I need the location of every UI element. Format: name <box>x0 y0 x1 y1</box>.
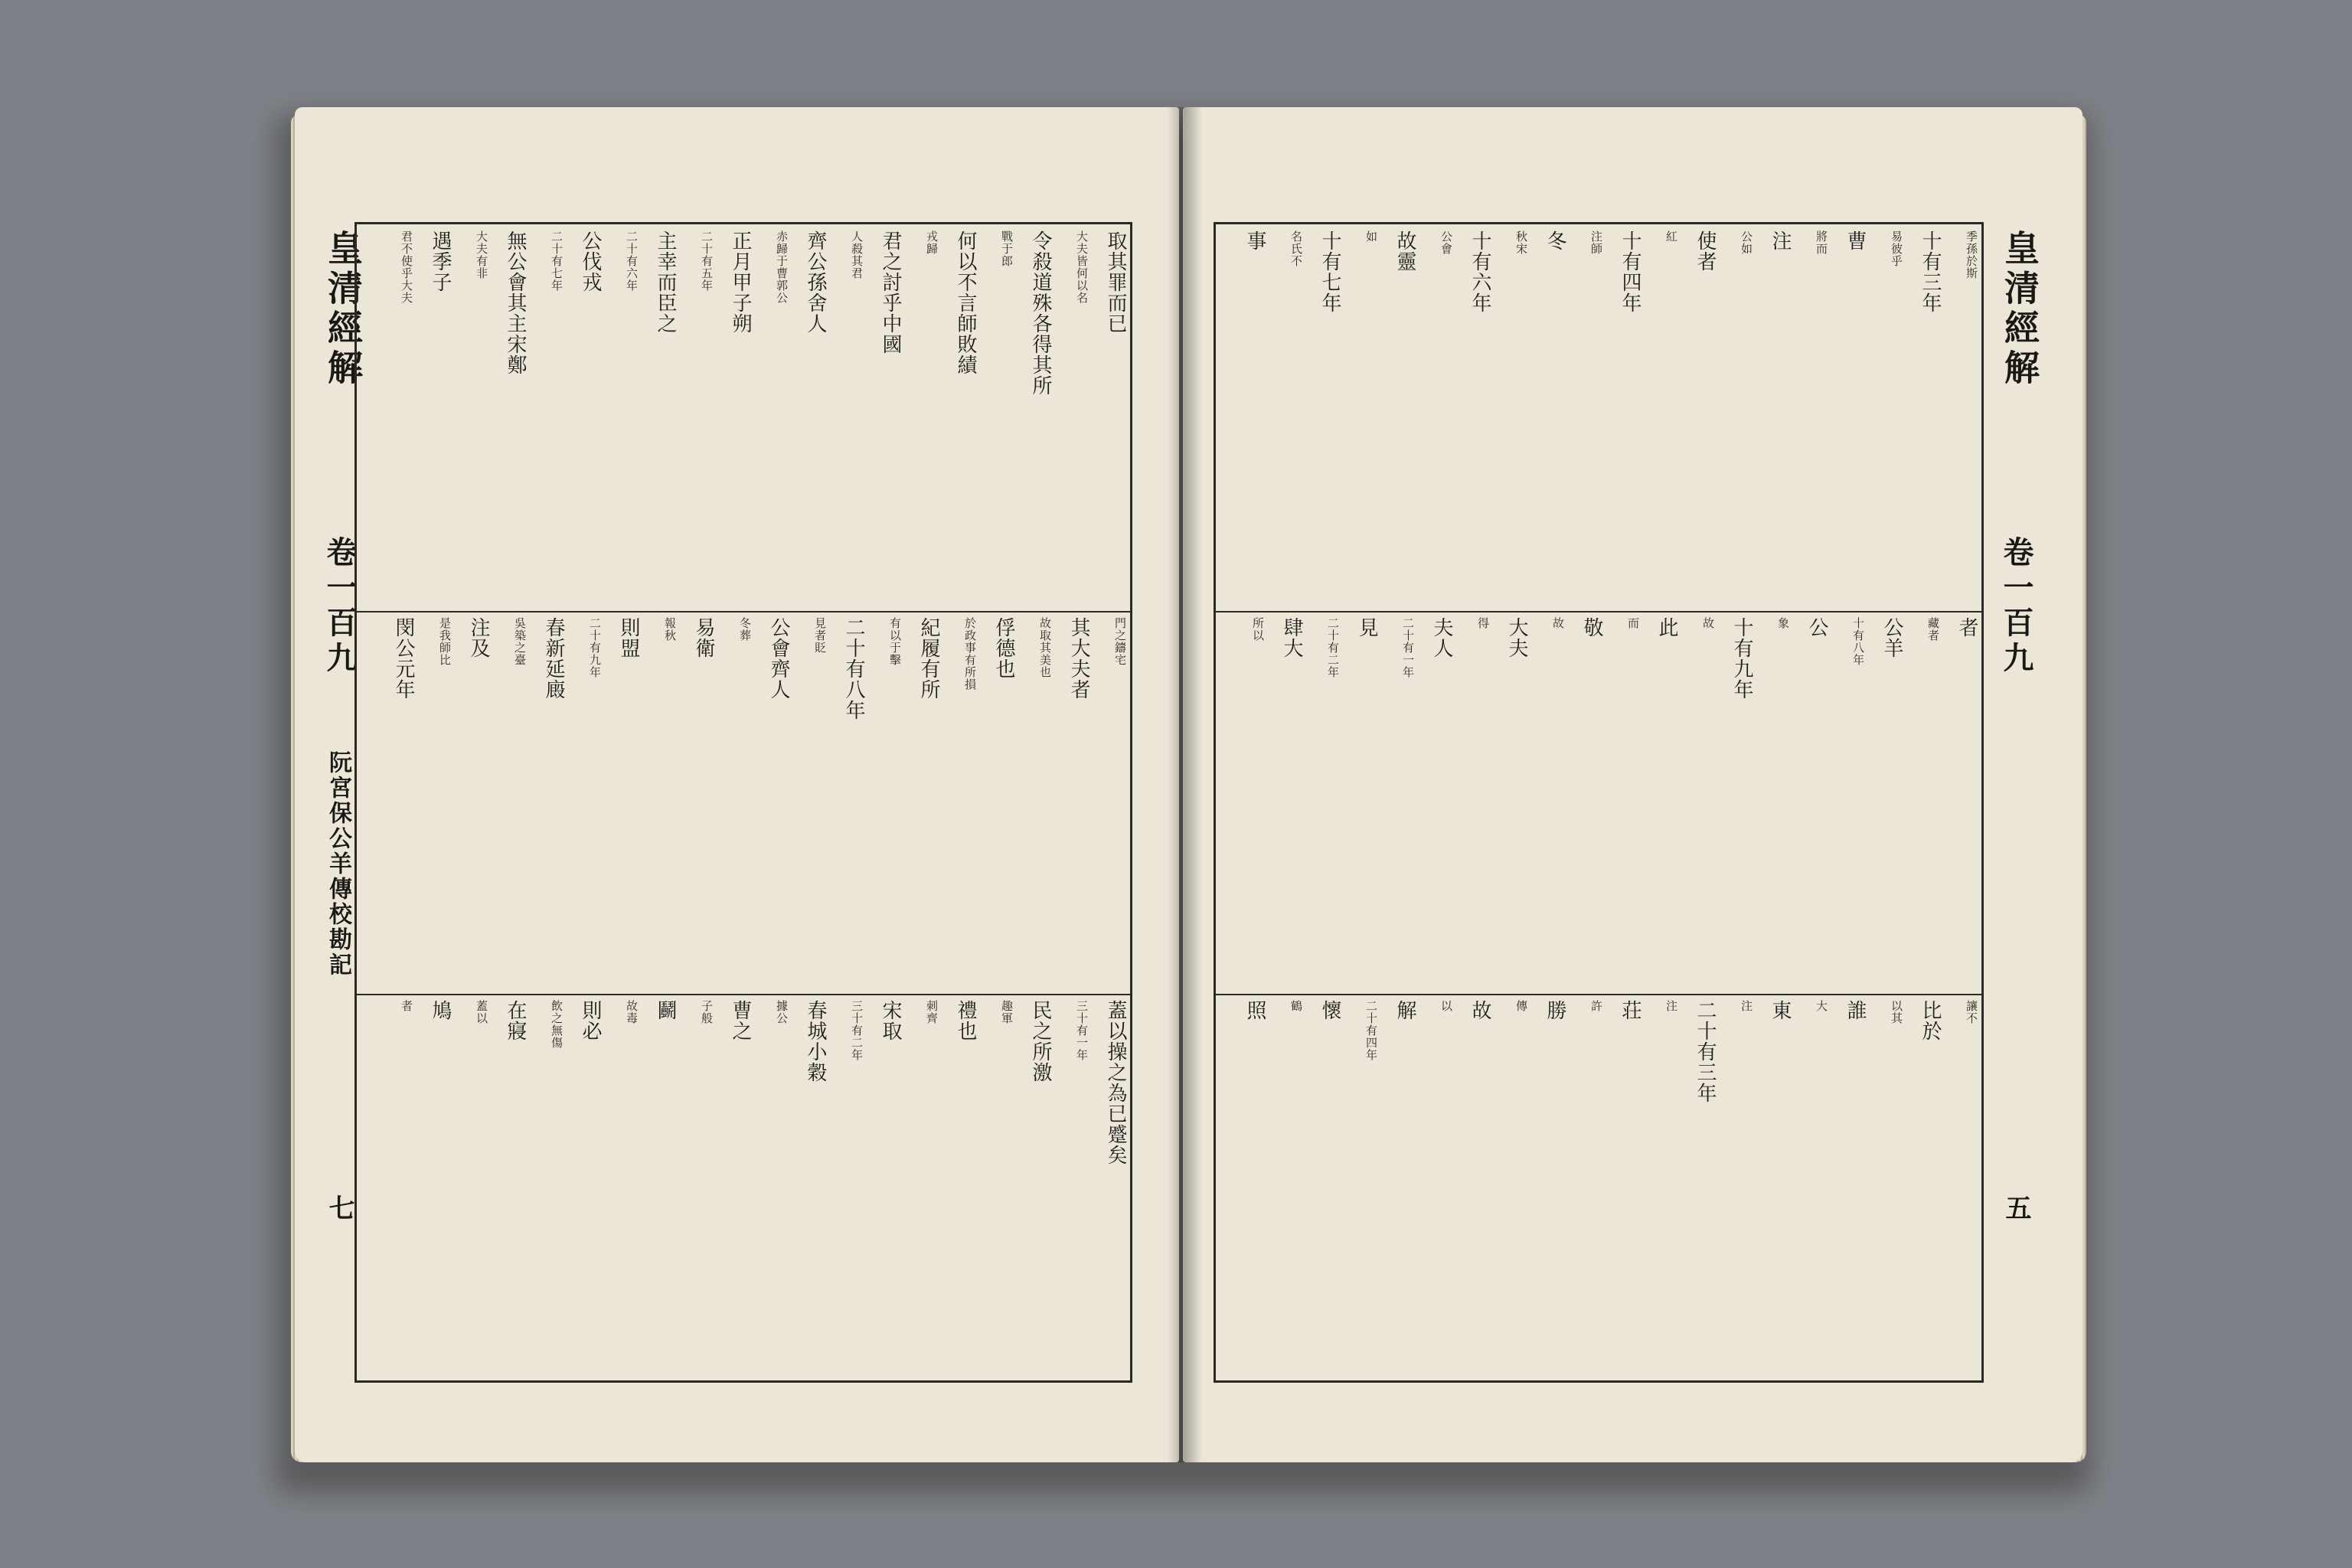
text-column: 故毒 <box>625 1000 639 1024</box>
text-column: 吳築之臺 <box>513 617 527 666</box>
text-column: 紀履有所 <box>917 617 940 700</box>
text-column: 故 <box>1551 617 1565 629</box>
text-column: 遇季子 <box>429 230 452 292</box>
text-column: 故 <box>1701 617 1715 629</box>
text-column: 二十有八年 <box>842 617 865 720</box>
text-column: 東 <box>1769 1000 1792 1021</box>
text-column: 者 <box>400 1000 413 1012</box>
text-column: 懷 <box>1318 1000 1341 1021</box>
text-column: 何以不言師敗績 <box>954 230 977 375</box>
text-column: 公會 <box>1439 230 1453 255</box>
text-column: 敬 <box>1580 617 1603 638</box>
right-text-frame <box>1214 222 1984 1383</box>
text-column: 三十有二年 <box>850 1000 864 1061</box>
text-column: 將而 <box>1815 230 1828 255</box>
text-column: 則盟 <box>617 617 640 658</box>
text-column: 故取其美也 <box>1038 617 1052 678</box>
text-column: 有以于擊 <box>888 617 902 666</box>
text-column: 藏者 <box>1926 617 1940 642</box>
text-column: 使者 <box>1694 230 1717 272</box>
text-column: 正月甲子朔 <box>729 230 752 334</box>
text-column: 其大夫者 <box>1067 617 1090 700</box>
text-column: 見 <box>1355 617 1378 638</box>
right-middle-band <box>1216 611 1981 995</box>
text-column: 讓不 <box>1965 1000 1978 1024</box>
text-column: 民之所激 <box>1029 1000 1052 1083</box>
text-column: 在寢 <box>504 1000 527 1041</box>
left-header-title: 皇清經解 <box>322 230 364 389</box>
text-column: 者 <box>1955 617 1978 638</box>
text-column: 故靈 <box>1393 230 1416 272</box>
text-column: 公如 <box>1740 230 1753 255</box>
text-column: 解 <box>1393 1000 1416 1021</box>
text-column: 公 <box>1805 617 1828 638</box>
text-column: 冬 <box>1544 230 1566 251</box>
text-column: 以其 <box>1890 1000 1903 1024</box>
text-column: 令殺道殊各得其所 <box>1029 230 1052 396</box>
text-column: 得 <box>1476 617 1490 629</box>
right-volume-label: 卷一百九 <box>1998 536 2034 677</box>
text-column: 刺齊 <box>925 1000 939 1024</box>
text-column: 春新延廄 <box>542 617 565 700</box>
text-column: 勝 <box>1544 1000 1566 1021</box>
text-column: 事 <box>1243 230 1266 251</box>
text-column: 易彼乎 <box>1890 230 1903 267</box>
text-column: 冬葬 <box>738 617 752 642</box>
text-column: 注 <box>1740 1000 1753 1012</box>
text-column: 大夫有非 <box>475 230 488 279</box>
text-column: 君之討乎中國 <box>879 230 902 354</box>
text-column: 則必 <box>579 1000 602 1041</box>
text-column: 二十有七年 <box>550 230 564 292</box>
text-column: 十有九年 <box>1730 617 1753 700</box>
text-column: 夫人 <box>1430 617 1453 658</box>
text-column: 於政事有所損 <box>963 617 977 691</box>
text-column: 十有四年 <box>1619 230 1642 313</box>
text-column: 無公會其主宋鄭 <box>504 230 527 375</box>
text-column: 二十有五年 <box>700 230 714 292</box>
text-column: 春城小穀 <box>804 1000 827 1083</box>
text-column: 二十有二年 <box>1326 617 1340 678</box>
text-column: 季孫於斯 <box>1965 230 1978 279</box>
text-column: 照 <box>1243 1000 1266 1021</box>
text-column: 齊公孫舍人 <box>804 230 827 334</box>
book-gutter <box>1168 107 1202 1462</box>
text-column: 注師 <box>1589 230 1603 255</box>
text-column: 大 <box>1815 1000 1828 1012</box>
text-column: 象 <box>1776 617 1790 629</box>
text-column: 易衛 <box>692 617 715 658</box>
left-volume-label: 卷一百九 <box>322 536 358 677</box>
right-bottom-band <box>1216 994 1981 1380</box>
text-column: 曹 <box>1844 230 1867 251</box>
text-column: 肆大 <box>1280 617 1303 658</box>
text-column: 十有三年 <box>1919 230 1942 313</box>
text-column: 鬬 <box>654 1000 677 1021</box>
text-column: 許 <box>1589 1000 1603 1012</box>
text-column: 紅 <box>1664 230 1678 243</box>
text-column: 十有八年 <box>1851 617 1865 666</box>
text-column: 十有七年 <box>1318 230 1341 313</box>
left-page-number: 七 <box>324 1194 354 1225</box>
right-page-number: 五 <box>2001 1194 2031 1225</box>
text-column: 俘德也 <box>992 617 1015 679</box>
text-column: 此 <box>1655 617 1678 638</box>
text-column: 主幸而臣之 <box>654 230 677 334</box>
text-column: 故 <box>1468 1000 1491 1021</box>
text-column: 報秋 <box>663 617 677 642</box>
text-column: 是我師比 <box>438 617 452 666</box>
text-column: 見者貶 <box>813 617 827 654</box>
text-column: 荘 <box>1619 1000 1642 1021</box>
left-middle-band <box>357 611 1130 995</box>
text-column: 閔公元年 <box>392 617 415 700</box>
text-column: 注 <box>1664 1000 1678 1012</box>
text-column: 赤歸于曹郭公 <box>775 230 789 304</box>
text-column: 十有六年 <box>1468 230 1491 313</box>
text-column: 君不使乎大夫 <box>400 230 413 304</box>
text-column: 蓋以 <box>475 1000 488 1024</box>
left-top-band <box>357 224 1130 612</box>
text-column: 大夫 <box>1505 617 1528 658</box>
text-column: 曹之 <box>729 1000 752 1041</box>
text-column: 鳩 <box>429 1000 452 1021</box>
right-page <box>1183 107 2082 1462</box>
right-top-band <box>1216 224 1981 612</box>
left-text-frame <box>354 222 1132 1383</box>
text-column: 二十有四年 <box>1364 1000 1378 1061</box>
text-column: 二十有六年 <box>625 230 639 292</box>
text-column: 據公 <box>775 1000 789 1024</box>
text-column: 注及 <box>467 617 490 658</box>
left-bottom-band <box>357 994 1130 1380</box>
right-header-title: 皇清經解 <box>1999 230 2040 389</box>
text-column: 而 <box>1626 617 1640 629</box>
text-column: 取其罪而已 <box>1104 230 1127 334</box>
text-column: 二十有一年 <box>1401 617 1415 678</box>
text-column: 秋宋 <box>1514 230 1528 255</box>
text-column: 以 <box>1439 1000 1453 1012</box>
left-page <box>295 107 1179 1462</box>
text-column: 趣軍 <box>1000 1000 1014 1024</box>
text-column: 禮也 <box>954 1000 977 1041</box>
text-column: 公伐戎 <box>579 230 602 292</box>
text-column: 公會齊人 <box>767 617 790 700</box>
text-column: 名氏不 <box>1289 230 1303 267</box>
text-column: 戎歸 <box>925 230 939 255</box>
text-column: 所以 <box>1251 617 1265 642</box>
text-column: 飲之無傷 <box>550 1000 564 1049</box>
text-column: 蓋以操之為已蹙矣 <box>1104 1000 1127 1165</box>
text-column: 宋取 <box>879 1000 902 1041</box>
text-column: 注 <box>1769 230 1792 251</box>
text-column: 比於 <box>1919 1000 1942 1041</box>
text-column: 三十有一年 <box>1075 1000 1089 1061</box>
text-column: 戰于郎 <box>1000 230 1014 267</box>
text-column: 二十有三年 <box>1694 1000 1717 1103</box>
text-column: 誰 <box>1844 1000 1867 1021</box>
left-subtitle: 阮宮保公羊傳校勘記 <box>325 750 351 978</box>
text-column: 傳 <box>1514 1000 1528 1012</box>
text-column: 如 <box>1364 230 1378 243</box>
text-column: 鶴 <box>1289 1000 1303 1012</box>
text-column: 公羊 <box>1880 617 1903 658</box>
text-column: 門之鑄宅 <box>1113 617 1127 666</box>
text-column: 人殺其君 <box>850 230 864 279</box>
text-column: 二十有九年 <box>588 617 602 678</box>
text-column: 大夫皆何以名 <box>1075 230 1089 304</box>
text-column: 子般 <box>700 1000 714 1024</box>
